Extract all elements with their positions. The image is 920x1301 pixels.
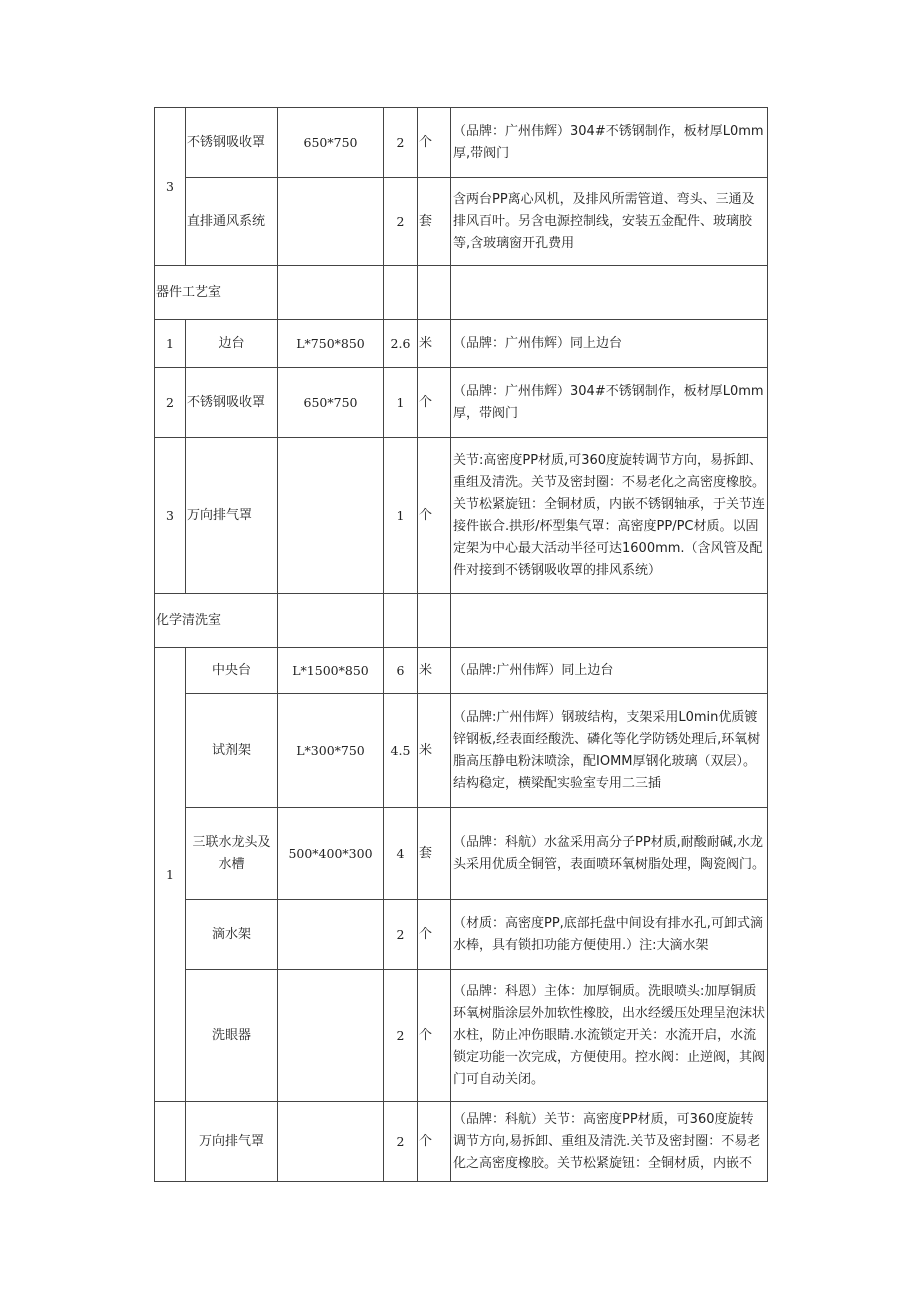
item-unit: 个 bbox=[418, 438, 451, 594]
item-unit: 米 bbox=[418, 320, 451, 368]
item-number bbox=[155, 1102, 186, 1182]
item-quantity: 2.6 bbox=[384, 320, 418, 368]
item-spec: L*300*750 bbox=[278, 694, 384, 808]
item-description: （材质：高密度PP,底部托盘中间设有排水孔,可卸式滴水棒，具有锁扣功能方便使用.）注:大滴水架 bbox=[451, 900, 768, 970]
item-spec bbox=[278, 438, 384, 594]
item-quantity: 2 bbox=[384, 1102, 418, 1182]
item-unit: 米 bbox=[418, 694, 451, 808]
item-quantity: 2 bbox=[384, 970, 418, 1102]
item-quantity: 4 bbox=[384, 808, 418, 900]
section-title: 化学清洗室 bbox=[155, 594, 278, 648]
item-name: 三联水龙头及水槽 bbox=[186, 808, 278, 900]
table-row bbox=[155, 970, 768, 1102]
item-description: （品牌：广州伟辉）304#不锈钢制作，板材厚L0mm厚，带阀门 bbox=[451, 368, 768, 438]
item-description: （品牌：广州伟辉）同上边台 bbox=[451, 320, 768, 368]
item-name: 中央台 bbox=[186, 648, 278, 694]
item-name: 不锈钢吸收罩 bbox=[186, 108, 278, 178]
item-number: 2 bbox=[155, 368, 186, 438]
item-unit: 个 bbox=[418, 108, 451, 178]
equipment-table bbox=[154, 107, 768, 1182]
item-spec bbox=[278, 178, 384, 266]
table-row bbox=[155, 320, 768, 368]
item-name: 边台 bbox=[186, 320, 278, 368]
item-quantity: 4.5 bbox=[384, 694, 418, 808]
item-description: 含两台PP离心风机，及排风所需管道、弯头、三通及排风百叶。另含电源控制线，安装五金配件、玻璃胶等,含玻璃窗开孔费用 bbox=[451, 178, 768, 266]
table-row bbox=[155, 694, 768, 808]
item-spec bbox=[278, 1102, 384, 1182]
item-description: （品牌：科航）关节：高密度PP材质，可360度旋转调节方向,易拆卸、重组及清洗.关节及密封圈：不易老化之高密度橡胶。关节松紧旋钮：全铜材质，内嵌不 bbox=[451, 1102, 768, 1182]
item-unit: 个 bbox=[418, 368, 451, 438]
item-quantity: 2 bbox=[384, 900, 418, 970]
item-spec bbox=[278, 900, 384, 970]
item-name: 万向排气罩 bbox=[186, 1102, 278, 1182]
item-unit: 个 bbox=[418, 1102, 451, 1182]
item-name: 不锈钢吸收罩 bbox=[186, 368, 278, 438]
section-title: 器件工艺室 bbox=[155, 266, 278, 320]
table-row bbox=[155, 808, 768, 900]
item-name: 直排通风系统 bbox=[186, 178, 278, 266]
item-spec: 650*750 bbox=[278, 368, 384, 438]
item-quantity: 6 bbox=[384, 648, 418, 694]
table-row bbox=[155, 1102, 768, 1182]
item-description: 关节:高密度PP材质,可360度旋转调节方向，易拆卸、重组及清洗。关节及密封圈：不易老化之高密度橡胶。关节松紧旋钮：全铜材质，内嵌不锈钢轴承，于关节连接件嵌合.拱形/杯型集气罩：高密度PP/PC材质。以固定架为中心最大活动半径可达1600mm.（含风管及配件对接到不锈钢吸收罩的排风系统） bbox=[451, 438, 768, 594]
table-row bbox=[155, 108, 768, 178]
item-description: （品牌:广州伟辉）钢玻结构，支架采用L0min优质镀锌钢板,经表面经酸洗、磷化等化学防锈处理后,环氧树脂高压静电粉沫喷涂，配IOMM厚钢化玻璃（双层）。结构稳定，横梁配实验室专用二三插 bbox=[451, 694, 768, 808]
item-name: 滴水架 bbox=[186, 900, 278, 970]
table-row bbox=[155, 368, 768, 438]
document-page bbox=[154, 107, 767, 1182]
section-row bbox=[155, 266, 768, 320]
item-spec: L*1500*850 bbox=[278, 648, 384, 694]
item-unit: 套 bbox=[418, 178, 451, 266]
item-quantity: 1 bbox=[384, 368, 418, 438]
table-row bbox=[155, 900, 768, 970]
item-number: 3 bbox=[155, 108, 186, 266]
item-unit: 个 bbox=[418, 900, 451, 970]
item-unit: 米 bbox=[418, 648, 451, 694]
item-spec: 650*750 bbox=[278, 108, 384, 178]
item-name: 试剂架 bbox=[186, 694, 278, 808]
item-description: （品牌：科航）水盆采用高分子PP材质,耐酸耐碱,水龙头采用优质全铜管，表面喷环氧树脂处理，陶瓷阀门。 bbox=[451, 808, 768, 900]
item-description: （品牌:广州伟辉）同上边台 bbox=[451, 648, 768, 694]
table-row bbox=[155, 438, 768, 594]
item-spec: 500*400*300 bbox=[278, 808, 384, 900]
item-number: 3 bbox=[155, 438, 186, 594]
table-row bbox=[155, 178, 768, 266]
item-unit: 套 bbox=[418, 808, 451, 900]
item-number: 1 bbox=[155, 648, 186, 1102]
item-spec: L*750*850 bbox=[278, 320, 384, 368]
item-name: 洗眼器 bbox=[186, 970, 278, 1102]
item-number: 1 bbox=[155, 320, 186, 368]
item-quantity: 2 bbox=[384, 178, 418, 266]
item-quantity: 1 bbox=[384, 438, 418, 594]
table-row bbox=[155, 648, 768, 694]
section-row bbox=[155, 594, 768, 648]
item-spec bbox=[278, 970, 384, 1102]
item-quantity: 2 bbox=[384, 108, 418, 178]
item-name: 万向排气罩 bbox=[186, 438, 278, 594]
item-description: （品牌：广州伟辉）304#不锈钢制作，板材厚L0mm厚,带阀门 bbox=[451, 108, 768, 178]
item-unit: 个 bbox=[418, 970, 451, 1102]
item-description: （品牌：科恩）主体：加厚铜质。洗眼喷头:加厚铜质环氧树脂涂层外加软性橡胶，出水经缓压处理呈泡沫状水柱，防止冲伤眼睛.水流锁定开关：水流开启，水流锁定功能一次完成，方便使用。控水阀：止逆阀，其阀门可自动关闭。 bbox=[451, 970, 768, 1102]
